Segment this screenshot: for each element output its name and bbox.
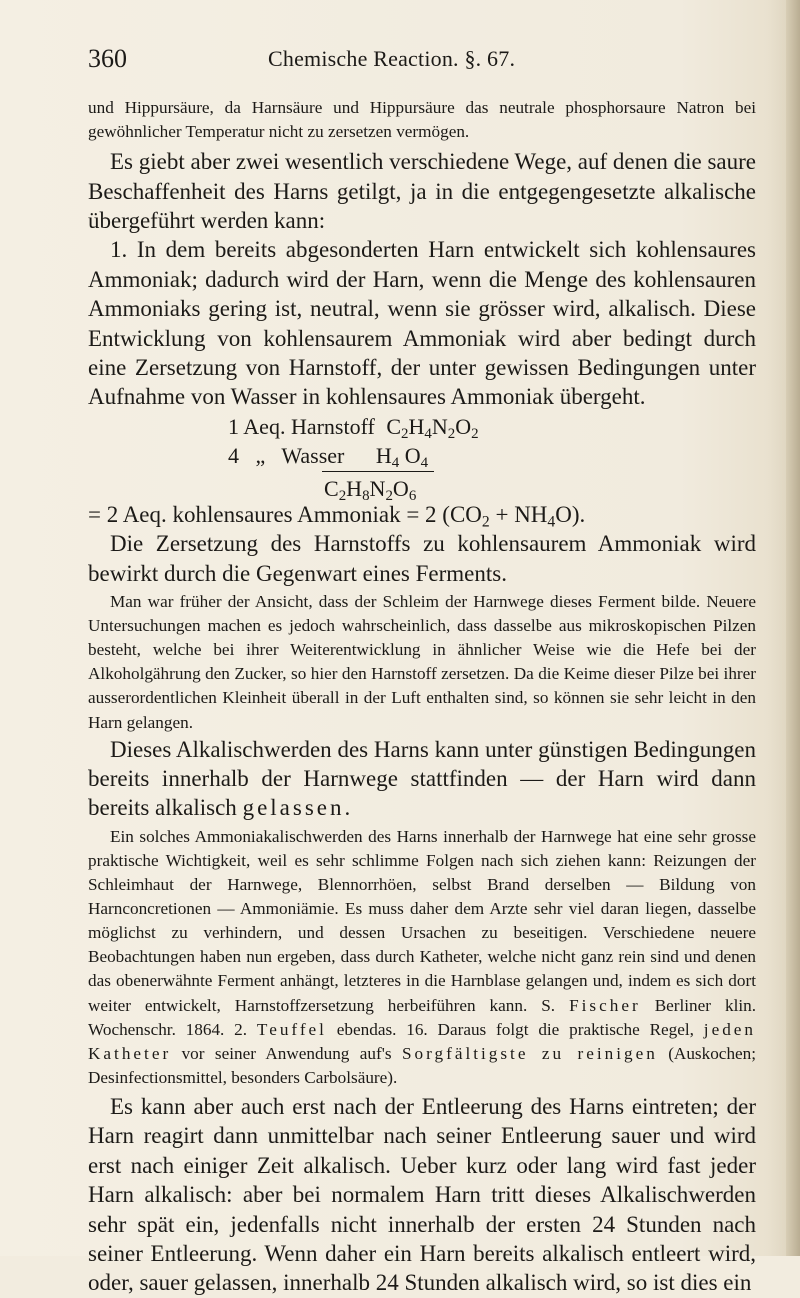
- note-catheter: Ein solches Ammoniakalischwerden des Harns innerhalb der Harnwege hat eine sehr grosse praktische Wichtigkeit, weil es sehr schlimme Folgen nach sich ziehen kann: Reizungen der Schleimhaut der Harnwege, Blennorrhöen, selbst Brand derselben — Bildung von Harnconcretionen — Ammoniämie. Es muss daher dem Arzte sehr viel daran liegen, dasselbe möglichst zu verhindern, und dessen Ursachen zu beseitigen. Verschiedene neuere Beobachtungen haben nun ergeben, dass durch Katheter, welche nicht ganz rein sind und denen das obenerwähnte Ferment anhängt, letzteres in die Harnblase gelangen und, indem es sich dort weiter entwickelt, Harnstoffzersetzung herbeiführen kann. S. Fischer Berliner klin. Wochenschr. 1864. 2. Teuffel ebendas. 16. Daraus folgt die praktische Regel, jeden Katheter vor seiner Anwendung auf's Sorgfältigste zu reinigen (Auskochen; Desinfectionsmittel, besonders Carbolsäure).: [88, 826, 757, 1087]
- chemical-equation: [88, 412, 756, 503]
- paragraph-after-voiding: Es kann aber auch erst nach der Entleerung des Harns eintreten; der Harn reagirt dann unmittelbar nach seiner Entleerung sauer und wird erst nach einiger Zeit alkalisch. Ueber kurz oder lang wird fast jeder Harn alkalisch: aber bei normalem Harn tritt dieses Alkalischwerden sehr spät ein, jedenfalls nicht innerhalb der ersten 24 Stunden nach seiner Entleerung. Wenn daher ein Harn bereits alkalisch entleert wird, oder, sauer gelassen, innerhalb 24 Stunden alkalisch wird, so ist dies ein: [88, 1093, 756, 1296]
- sum-formula: $C_2H_8N_2O_6$: [324, 475, 417, 505]
- paragraph-ferment: Die Zersetzung des Harnstoffs zu kohlensaurem Ammoniak wird bewirkt durch die Gegenwart eines Ferments.: [88, 531, 756, 586]
- running-title: Chemische Reaction. §. 67.: [268, 46, 516, 71]
- water-formula: $H_4$ $O_4$: [375, 442, 429, 472]
- water-label: 4 „ Wasser: [228, 442, 345, 468]
- equation-row-urea: [228, 412, 479, 441]
- paragraph-first-way: 1. In dem bereits abgesonderten Harn entwickelt sich kohlensaures Ammoniak; dadurch wird der Harn, wenn die Menge des kohlensauren Ammoniaks gering ist, neutral, wenn sie grösser wird, alkalisch. Diese Entwicklung von kohlensaurem Ammoniak wird aber bedingt durch eine Zersetzung von Harnstoff, der unter gewissen Bedingungen unter Aufnahme von Wasser in kohlensaures Ammoniak übergeht.: [88, 237, 756, 410]
- paragraph-alkaline-in-tract: Dieses Alkalischwerden des Harns kann unter günstigen Bedingungen bereits innerhalb der Harnwege stattfinden — der Harn wird dann bereits alkalisch gelassen.: [88, 736, 756, 821]
- page-number: 360: [88, 44, 127, 73]
- page-edge: [786, 0, 800, 1256]
- urea-formula: $C_2H_4N_2O_2$: [386, 413, 479, 443]
- page-body: [88, 96, 756, 1298]
- paragraph-two-ways: Es giebt aber zwei wesentlich verschiedene Wege, auf denen die saure Beschaffenheit des Harns getilgt, ja in die entgegengesetzte alkalische übergeführt werden kann:: [88, 149, 756, 233]
- paragraph-continued: und Hippursäure, da Harnsäure und Hippursäure das neutrale phosphorsaure Natron bei gewöhnlicher Temperatur nicht zu zersetzen vermögen.: [88, 98, 756, 142]
- note-ferment: Man war früher der Ansicht, dass der Schleim der Harnwege dieses Ferment bilde. Neuere Untersuchungen machen es jedoch wahrscheinlich, dass dasselbe aus mikroskopischen Pilzen besteht, welche bei ihrer Weiterentwicklung in ähnlicher Weise wie die Hefe bei der Alkoholgährung den Zucker, so hier den Harnstoff zersetzen. Da die Keime dieser Pilze bei ihrer ausserordentlichen Kleinheit überall in der Luft enthalten sind, so können sie sehr leicht in den Harn gelangen.: [88, 592, 756, 732]
- sum-line: [322, 471, 434, 472]
- equation-row-sum: [324, 474, 416, 503]
- page-header: [88, 44, 756, 84]
- equation-result: = 2 Aeq. kohlensaures Ammoniak = 2 $(CO_2 + NH_4O)$.: [88, 501, 586, 531]
- equation-row-water: [228, 441, 428, 470]
- urea-label: 1 Aeq. Harnstoff: [228, 413, 375, 439]
